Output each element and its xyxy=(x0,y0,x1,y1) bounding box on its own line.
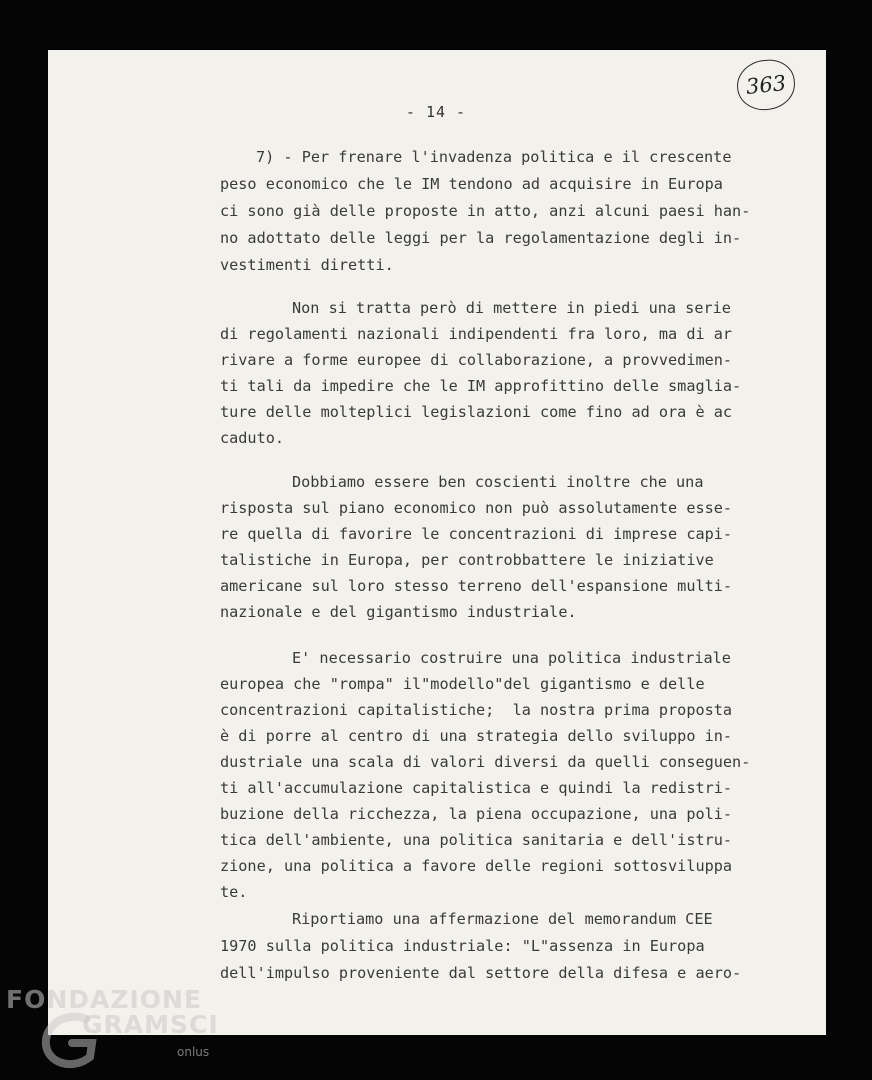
watermark-logo xyxy=(0,985,240,1080)
text-line: buzione della ricchezza, la piena occupazione, una poli- xyxy=(220,805,733,823)
text-line: 7) - Per frenare l'invadenza politica e il crescente xyxy=(256,148,732,166)
watermark-line1: FONDAZIONE xyxy=(6,985,203,1014)
text-line: ti all'accumulazione capitalistica e quindi la redistri- xyxy=(220,779,733,797)
text-line: te. xyxy=(220,883,248,901)
text-line: dell'impulso proveniente dal settore della difesa e aero- xyxy=(220,964,742,982)
watermark-line3: onlus xyxy=(177,1045,210,1059)
text-line: dustriale una scala di valori diversi da quelli conseguen- xyxy=(220,753,751,771)
page-number: - 14 - xyxy=(405,103,467,121)
text-line: è di porre al centro di una strategia dello sviluppo in- xyxy=(220,727,733,745)
text-line: rivare a forme europee di collaborazione, a provvedimen- xyxy=(220,351,733,369)
text-line: caduto. xyxy=(220,429,285,447)
text-line: ti tali da impedire che le IM approfittino delle smaglia- xyxy=(220,377,742,395)
text-line: peso economico che le IM tendono ad acquisire in Europa xyxy=(220,175,723,193)
text-line: Dobbiamo essere ben coscienti inoltre che una xyxy=(292,473,704,491)
text-line: Non si tratta però di mettere in piedi una serie xyxy=(292,299,731,317)
text-line: ture delle molteplici legislazioni come fino ad ora è ac xyxy=(220,403,733,421)
text-line: di regolamenti nazionali indipendenti fra loro, ma di ar xyxy=(220,325,733,343)
text-line: re quella di favorire le concentrazioni di imprese capi- xyxy=(220,525,733,543)
text-line: nazionale e del gigantismo industriale. xyxy=(220,603,577,621)
text-line: no adottato delle leggi per la regolamentazione degli in- xyxy=(220,229,742,247)
text-line: 1970 sulla politica industriale: "L"assenza in Europa xyxy=(220,937,705,955)
text-line: talistiche in Europa, per controbbattere le iniziative xyxy=(220,551,714,569)
text-line: E' necessario costruire una politica industriale xyxy=(292,649,731,667)
text-line: concentrazioni capitalistiche; la nostra prima proposta xyxy=(220,701,733,719)
text-line: tica dell'ambiente, una politica sanitaria e dell'istru- xyxy=(220,831,733,849)
text-line: vestimenti diretti. xyxy=(220,256,394,274)
archive-number-stamp: 363 xyxy=(735,57,798,113)
text-line: zione, una politica a favore delle regioni sottosviluppa xyxy=(220,857,733,875)
watermark-line2: GRAMSCI xyxy=(82,1010,219,1039)
text-line: risposta sul piano economico non può assolutamente esse- xyxy=(220,499,733,517)
text-line: americane sul loro stesso terreno dell'espansione multi- xyxy=(220,577,733,595)
text-line: europea che "rompa" il"modello"del gigantismo e delle xyxy=(220,675,705,693)
text-line: Riportiamo una affermazione del memorandum CEE xyxy=(292,910,713,928)
text-line: ci sono già delle proposte in atto, anzi alcuni paesi han- xyxy=(220,202,751,220)
